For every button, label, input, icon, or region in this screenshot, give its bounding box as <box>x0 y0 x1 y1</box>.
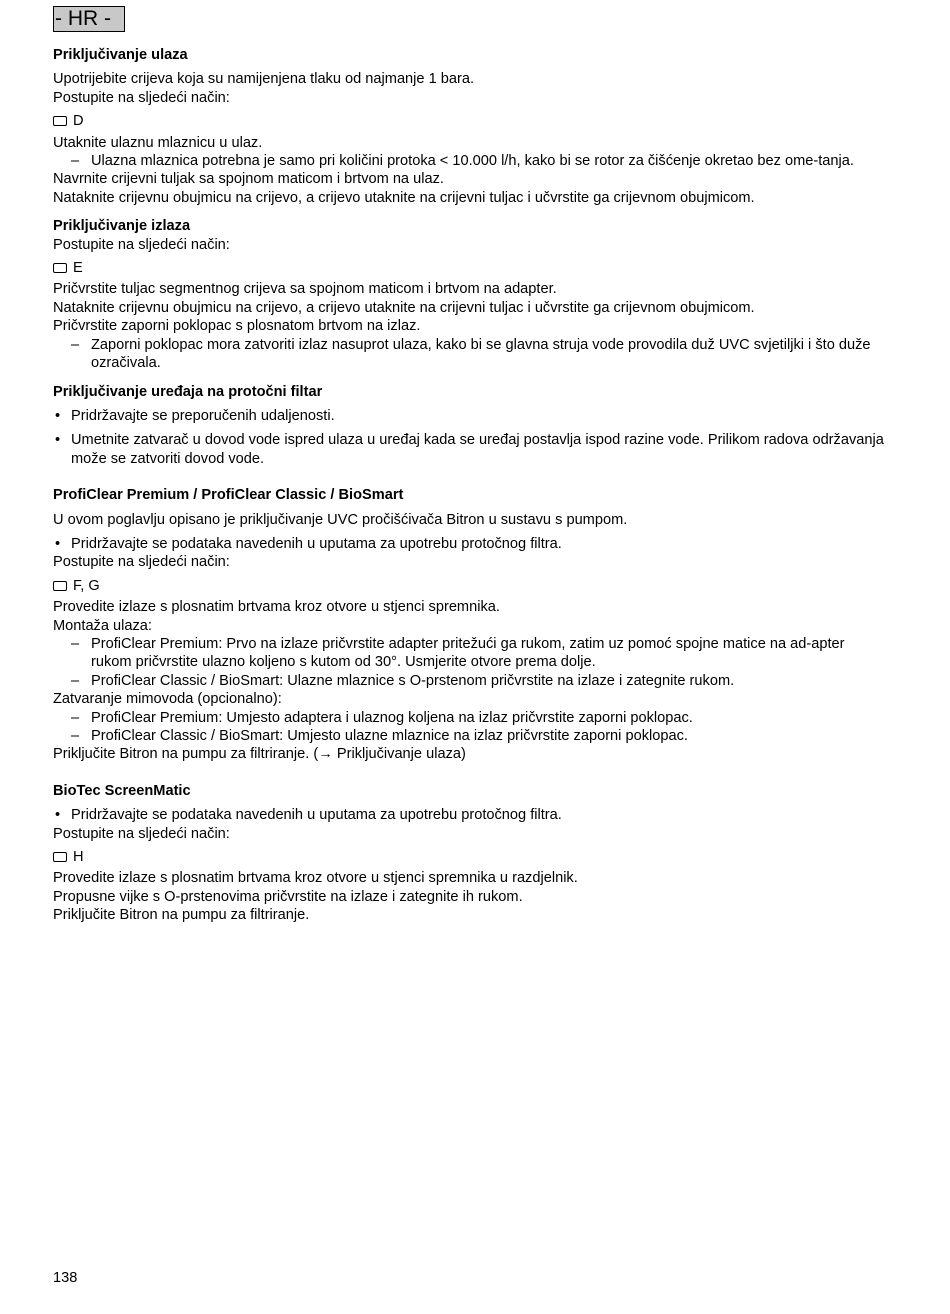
page-content <box>53 46 885 925</box>
bullet-item: • Pridržavajte se podataka navedenih u uputama za upotrebu protočnog filtra. <box>53 535 885 553</box>
figure-reference <box>53 848 885 866</box>
paragraph: Priključite Bitron na pumpu za filtriranje. (→ Priključivanje ulaza) <box>53 746 466 763</box>
paragraph: Pričvrstite zaporni poklopac s plosnatom brtvom na izlaz. <box>53 318 421 335</box>
paragraph: Postupite na sljedeći način: <box>53 89 230 106</box>
bullet-item: • Pridržavajte se podataka navedenih u uputama za upotrebu protočnog filtra. <box>53 806 885 824</box>
paragraph: Nataknite crijevnu obujmicu na crijevo, a crijevo utaknite na crijevni tuljac i učvrstite ga crijevnom obujmicom. <box>53 189 755 206</box>
dash-item: – Ulazna mlaznica potrebna je samo pri količini protoka < 10.000 l/h, kako bi se rotor za čišćenje okretao bez ome-tanja. <box>53 152 885 170</box>
paragraph: Pričvrstite tuljac segmentnog crijeva sa spojnom maticom i brtvom na adapter. <box>53 281 557 298</box>
paragraph: Zatvaranje mimovoda (opcionalno): <box>53 691 282 708</box>
book-icon <box>53 263 67 273</box>
dash-item: – ProfiClear Premium: Prvo na izlaze pričvrstite adapter pritežući ga rukom, zatim uz pomoć spojne matice na ad-apter rukom pričvrstite ulazno koljeno s kutom od 30°. Usmjerite otvore prema dolje. <box>53 635 885 672</box>
section-flow-filter <box>53 383 885 469</box>
section-title: Priključivanje izlaza <box>53 218 191 235</box>
dash-item: – Zaporni poklopac mora zatvoriti izlaz nasuprot ulaza, kako bi se glavna struja vode provodila duž UVC svjetiljki i što duže ozračivala. <box>53 336 885 373</box>
bullet-item: • Umetnite zatvarač u dovod vode ispred ulaza u uređaj kada se uređaj postavlja ispod razine vode. Prilikom radova održavanja može se zatvoriti dovod vode. <box>53 431 885 468</box>
section-outlet <box>53 217 885 372</box>
figure-reference <box>53 259 885 277</box>
book-icon <box>53 852 67 862</box>
section-biotec <box>53 782 885 925</box>
paragraph: Utaknite ulaznu mlaznicu u ulaz. <box>53 134 263 151</box>
dash-item: – ProfiClear Premium: Umjesto adaptera i ulaznog koljena na izlaz pričvrstite zaporni poklopac. <box>53 709 885 727</box>
page-number: 138 <box>53 1270 78 1286</box>
paragraph: U ovom poglavlju opisano je priključivanje UVC pročišćivača Bitron u sustavu s pumpom. <box>53 511 628 528</box>
section-title: ProfiClear Premium / ProfiClear Classic / BioSmart <box>53 487 404 504</box>
paragraph: Montaža ulaza: <box>53 617 152 634</box>
figure-reference <box>53 112 885 130</box>
paragraph: Upotrijebite crijeva koja su namijenjena tlaku od najmanje 1 bara. <box>53 71 475 88</box>
figure-label: F, G <box>73 577 100 594</box>
dash-item: – ProfiClear Classic / BioSmart: Umjesto ulazne mlaznice na izlaz pričvrstite zaporni poklopac. <box>53 727 885 745</box>
paragraph: Provedite izlaze s plosnatim brtvama kroz otvore u stjenci spremnika. <box>53 599 500 616</box>
figure-reference <box>53 577 885 595</box>
paragraph: Navrnite crijevni tuljak sa spojnom maticom i brtvom na ulaz. <box>53 171 444 188</box>
section-title: Priključivanje uređaja na protočni filtar <box>53 383 323 400</box>
bullet-item: • Pridržavajte se preporučenih udaljenosti. <box>53 407 885 425</box>
language-tag: - HR - <box>53 6 125 32</box>
section-title: BioTec ScreenMatic <box>53 782 191 799</box>
paragraph: Postupite na sljedeći način: <box>53 236 230 253</box>
paragraph: Provedite izlaze s plosnatim brtvama kroz otvore u stjenci spremnika u razdjelnik. <box>53 870 578 887</box>
book-icon <box>53 581 67 591</box>
dash-item: – ProfiClear Classic / BioSmart: Ulazne mlaznice s O-prstenom pričvrstite na izlaze i zategnite rukom. <box>53 672 885 690</box>
paragraph: Postupite na sljedeći način: <box>53 825 230 842</box>
book-icon <box>53 116 67 126</box>
figure-label: E <box>73 260 83 277</box>
section-inlet <box>53 46 885 207</box>
section-proficlear <box>53 486 885 764</box>
paragraph: Nataknite crijevnu obujmicu na crijevo, a crijevo utaknite na crijevni tuljac i učvrstite ga crijevnom obujmicom. <box>53 299 755 316</box>
paragraph: Priključite Bitron na pumpu za filtriranje. <box>53 907 310 924</box>
figure-label: H <box>73 849 84 866</box>
paragraph: Postupite na sljedeći način: <box>53 554 230 571</box>
figure-label: D <box>73 113 84 130</box>
section-title: Priključivanje ulaza <box>53 47 188 63</box>
paragraph: Propusne vijke s O-prstenovima pričvrstite na izlaze i zategnite ih rukom. <box>53 888 523 905</box>
